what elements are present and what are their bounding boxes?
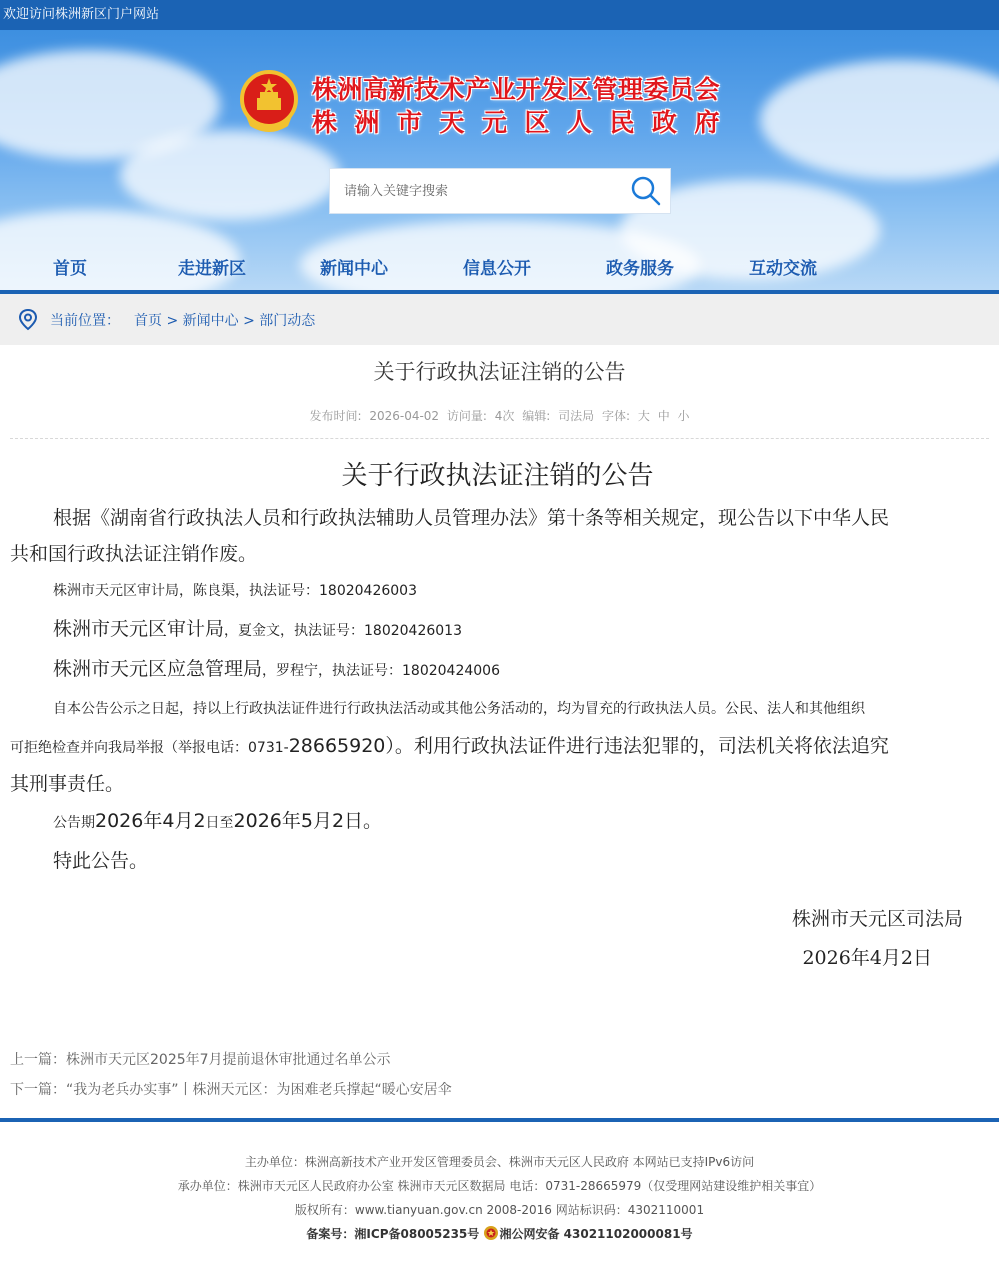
breadcrumb-home[interactable]: 首页 [134, 313, 162, 329]
period-c: 日至 [205, 815, 234, 831]
next-article-link[interactable]: “我为老兵办实事”丨株洲天元区：为困难老兵撑起“暖心安居伞 [66, 1082, 452, 1098]
next-article [10, 1079, 452, 1099]
intro-line1: 根据《湖南省行政执法人员和行政执法辅助人员管理办法》第十条等相关规定，现公告以下中华人民 [53, 507, 890, 529]
breadcrumb-label: 当前位置： [50, 313, 120, 329]
article-meta [0, 407, 999, 424]
breadcrumb-dept[interactable]: 部门动态 [259, 313, 316, 329]
notice-line3: 其刑事责任。 [10, 773, 125, 795]
breadcrumb-sep: > [238, 313, 260, 329]
breadcrumb-news[interactable]: 新闻中心 [182, 313, 239, 329]
entry-2-unit: 株洲市天元区审计局 [53, 618, 225, 640]
notice-period [10, 802, 985, 842]
article-body [10, 456, 985, 880]
site-title-line2: 株洲市天元区人民政府 [312, 108, 738, 137]
notice-line1: 自本公告公示之日起，持以上行政执法证件进行行政执法活动或其他公务活动的，均为冒充的行政执法人员。公民、法人和其他组织 [53, 701, 865, 717]
icp-record-link[interactable]: 备案号：湘ICP备08005235号 [306, 1227, 480, 1241]
prev-label: 上一篇： [10, 1052, 66, 1068]
footer-sponsor: 主办单位：株洲高新技术产业开发区管理委员会、株洲市天元区人民政府 本网站已支持IPv6访问 [244, 1155, 755, 1169]
entry-2-detail: ，夏金文，执法证号：18020426013 [224, 623, 462, 639]
font-large-button[interactable]: 大 [637, 409, 650, 423]
font-small-button[interactable]: 小 [677, 409, 690, 423]
article-title: 关于行政执法证注销的公告 [373, 360, 626, 384]
font-medium-button[interactable]: 中 [657, 409, 670, 423]
nav-item-about[interactable]: 走进新区 [178, 259, 246, 279]
font-label: 字体: [601, 409, 631, 423]
police-record-link[interactable]: 湘公网安备 43021102000081号 [499, 1227, 693, 1241]
police-badge-icon [483, 1225, 499, 1241]
nav-item-info[interactable]: 信息公开 [463, 259, 531, 279]
main-nav [0, 254, 999, 284]
entry-2 [10, 610, 985, 650]
entry-3-detail: ，罗程宁，执法证号：18020424006 [262, 663, 500, 679]
search-input[interactable] [330, 169, 626, 213]
view-count: 4次 [494, 409, 515, 423]
breadcrumb [0, 294, 999, 345]
footer-organizer: 承办单位：株洲市天元区人民政府办公室 株洲市天元区数据局 电话：0731-28665979（仅受理网站建设维护相关事宜） [177, 1179, 822, 1193]
breadcrumb-sep: > [162, 313, 183, 329]
footer-copyright: 版权所有：www.tianyuan.gov.cn 2008-2016 网站标识码：4302110001 [294, 1203, 705, 1217]
prev-article-link[interactable]: 株洲市天元区2025年7月提前退休审批通过名单公示 [66, 1052, 391, 1068]
signer: 株洲市天元区司法局 [791, 908, 963, 930]
sign-date: 2026年4月2日 [802, 947, 932, 969]
views-label: 访问量: [446, 409, 487, 423]
search-box [329, 168, 671, 214]
entry-1: 株洲市天元区审计局，陈良渠，执法证号：18020426003 [53, 583, 417, 599]
welcome-text: 欢迎访问株洲新区门户网站 [3, 7, 160, 22]
next-label: 下一篇： [10, 1082, 66, 1098]
notice-line2 [10, 728, 985, 766]
closing-line: 特此公告。 [53, 850, 149, 872]
entry-3 [10, 650, 985, 690]
welcome-bar [0, 0, 999, 30]
location-pin-icon [18, 309, 38, 331]
publish-date: 2026-04-02 [369, 409, 440, 423]
period-d: 2026年5月2日。 [233, 810, 383, 832]
nav-item-news[interactable]: 新闻中心 [320, 259, 388, 279]
notice-line2-large: 28665920）。利用行政执法证件进行违法犯罪的，司法机关将依法追究 [288, 735, 889, 757]
editor-name: 司法局 [558, 409, 595, 423]
period-a: 公告期 [53, 815, 95, 831]
nav-item-home[interactable]: 首页 [53, 259, 87, 279]
notice-line2-small: 可拒绝检查并向我局举报（举报电话：0731- [10, 740, 289, 756]
meta-divider [10, 438, 989, 439]
footer-record [0, 1225, 999, 1242]
nav-item-interact[interactable]: 互动交流 [749, 259, 817, 279]
period-b: 2026年4月2 [95, 810, 206, 832]
prev-article [10, 1049, 391, 1069]
intro-line2: 共和国行政执法证注销作废。 [10, 543, 258, 565]
date-label: 发布时间: [309, 409, 362, 423]
national-emblem-icon [238, 68, 300, 134]
header-banner [0, 30, 999, 292]
nav-item-services[interactable]: 政务服务 [606, 259, 674, 279]
article-heading: 关于行政执法证注销的公告 [341, 461, 654, 491]
footer [0, 1122, 999, 1266]
breadcrumb-path [134, 310, 315, 330]
site-title-line1: 株洲高新技术产业开发区管理委员会 [312, 75, 721, 104]
editor-label: 编辑: [522, 409, 551, 423]
search-icon[interactable] [630, 175, 662, 207]
entry-3-unit: 株洲市天元区应急管理局 [53, 658, 263, 680]
